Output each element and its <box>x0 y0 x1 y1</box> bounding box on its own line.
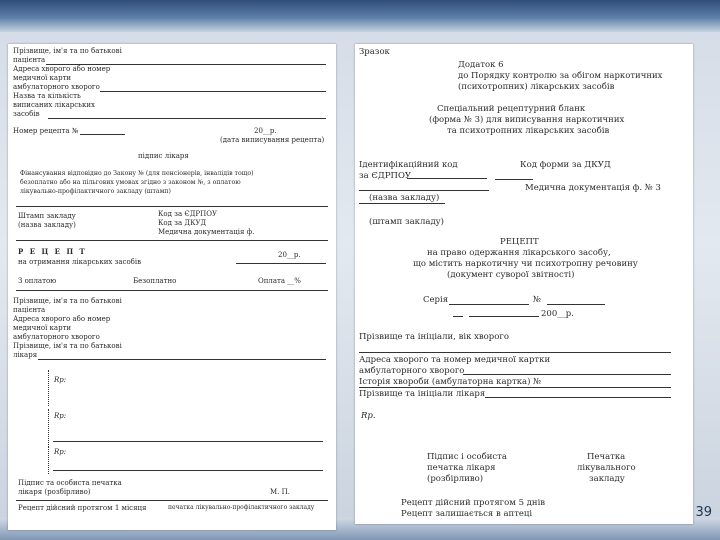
underline <box>53 470 323 471</box>
seal-mark: М. П. <box>270 488 290 496</box>
series-field <box>449 304 529 305</box>
doctor-name-label: Прізвище, ім'я та по батькові <box>13 342 122 350</box>
appendix-line-2: до Порядку контролю за обігом наркотичних <box>458 71 663 81</box>
doctor-label: лікаря <box>13 351 38 359</box>
underline <box>453 316 463 317</box>
prescribed-label: виписаних лікарських <box>13 101 95 109</box>
number-field <box>547 304 605 305</box>
institution-name-label: (назва закладу) <box>18 221 76 229</box>
address-label-2: Адреса хворого або номер <box>13 315 111 323</box>
clinic-stamp-3: закладу <box>589 474 625 484</box>
address-label: Адреса хворого та номер медичної картки <box>359 355 551 365</box>
recipe-line-3: (документ суворої звітності) <box>447 270 575 280</box>
funding-text-1: Фінансування відповідно до Закону № (для пенсіонерів, інвалідів тощо) <box>20 170 254 177</box>
left-form-page <box>8 44 336 530</box>
recipe-title: Р Е Ц Е П Т <box>18 247 87 256</box>
dkud-code-label: Код форми за ДКУД <box>520 160 611 170</box>
percent-option: Оплата __% <box>258 277 301 285</box>
appendix-title: Додаток 6 <box>458 60 504 70</box>
clinic-stamp-2: лікувального <box>577 463 636 473</box>
blank-title-2: (форма № 3) для виписування наркотичних <box>429 115 625 125</box>
address-field <box>463 374 671 375</box>
sample-label: Зразок <box>359 47 390 57</box>
recipe-title: РЕЦЕПТ <box>500 237 539 247</box>
patient-name-label: Прізвище, ім'я та по батькові <box>13 47 122 55</box>
means-label: засобів <box>13 110 40 118</box>
stamp-label: Штамп закладу <box>18 212 76 220</box>
underline <box>469 316 539 317</box>
signature-label: підпис лікаря <box>138 152 189 160</box>
card-label-2: медичної карти <box>13 324 72 332</box>
date-line: 20__р. <box>254 127 277 135</box>
divider <box>16 240 328 241</box>
doctor-signature-3: (розбірливо) <box>427 474 484 484</box>
valid-note-2: Рецепт залишається в аптеці <box>401 509 533 519</box>
rp-label-2: Rp: <box>54 412 67 420</box>
drug-name-label: Назва та кількість <box>13 92 81 100</box>
footer-signature-2: лікаря (розбірливо) <box>18 488 91 496</box>
code-edrpou: Код за ЄДРПОУ <box>158 210 218 218</box>
divider <box>16 206 328 207</box>
recipe-line-1: на право одержання лікарського засобу, <box>427 248 611 258</box>
funding-text-3: лікувально-профілактичного закладу (штамп) <box>20 188 171 195</box>
series-label: Серія <box>423 295 449 305</box>
underline <box>495 179 533 180</box>
stamp-note: печатка лікувально-профілактичного закладу <box>168 504 315 511</box>
rp-label-3: Rp: <box>54 448 67 456</box>
underline <box>359 190 489 191</box>
history-field <box>359 387 671 388</box>
recipe-date: 20__р. <box>278 251 301 259</box>
payment-option: З оплатою <box>18 277 57 285</box>
underline <box>80 134 125 135</box>
doctor-label: Прізвище та ініціали лікаря <box>359 389 486 399</box>
doctor-field <box>485 397 671 398</box>
institution-stamp: (штамп закладу) <box>369 217 445 227</box>
number-sign: № <box>533 295 542 305</box>
institution-name: (назва закладу) <box>369 193 440 203</box>
card-label: медичної карти <box>13 74 72 82</box>
dotted-margin <box>48 409 51 445</box>
dotted-margin <box>48 446 51 474</box>
patient-label: пацієнта <box>13 56 46 64</box>
code-dkud: Код за ДКУД <box>158 219 207 227</box>
outpatient-label: амбулаторного хворого <box>13 83 100 91</box>
footer-signature-1: Підпис та особиста печатка <box>18 479 122 487</box>
underline <box>48 118 326 119</box>
valid-note-1: Рецепт дійсний протягом 5 днів <box>401 498 546 508</box>
history-label: Історія хвороби (амбулаторна картка) № <box>359 377 542 387</box>
doctor-signature-1: Підпис і особиста <box>427 452 507 462</box>
underline <box>100 91 326 92</box>
edrpou-label: за ЄДРПОУ <box>359 171 412 181</box>
recipe-subtitle: на отримання лікарських засобів <box>18 258 142 266</box>
clinic-stamp-1: Печатка <box>587 452 626 462</box>
funding-text-2: безоплатно або на пільгових умовах згідно з законом №, з оплатою <box>20 179 241 186</box>
outpatient-label-2: амбулаторного хворого <box>13 333 100 341</box>
doctor-signature-2: печатка лікаря <box>427 463 496 473</box>
right-form-page <box>355 44 693 524</box>
date-label: 200__р. <box>541 309 574 319</box>
medical-doc-form: Медична документація ф. <box>158 228 255 236</box>
patient-field <box>359 352 671 353</box>
recipe-number-label: Номер рецепта № <box>13 127 79 135</box>
rp-label-1: Rp: <box>54 376 67 384</box>
medical-doc-label: Медична документація ф. № 3 <box>525 183 661 193</box>
dotted-margin <box>48 370 51 406</box>
blank-title-3: та психотропних лікарських засобів <box>447 126 610 136</box>
divider <box>16 500 328 501</box>
underline <box>407 178 487 179</box>
free-option: Безоплатно <box>133 277 177 285</box>
outpatient-label: амбулаторного хворого <box>359 366 465 376</box>
patient-label-2: пацієнта <box>13 306 46 314</box>
slide-number: 39 <box>695 505 712 520</box>
blank-title-1: Спеціальний рецептурний бланк <box>437 104 586 114</box>
underline <box>38 359 326 360</box>
underline <box>359 203 445 204</box>
header-band <box>0 0 720 32</box>
divider <box>16 290 328 291</box>
date-caption: (дата виписування рецепта) <box>220 136 325 144</box>
underline <box>236 263 326 264</box>
patient-name-label-2: Прізвище, ім'я та по батькові <box>13 297 122 305</box>
recipe-line-2: що містить наркотичну чи психотропну речовину <box>413 259 638 269</box>
rp-label: Rp. <box>361 411 376 421</box>
valid-note: Рецепт дійсний протягом 1 місяця <box>18 504 147 512</box>
address-label: Адреса хворого або номер <box>13 65 111 73</box>
appendix-line-3: (психотропних) лікарських засобів <box>458 82 615 92</box>
ident-code-label: Ідентифікаційний код <box>359 160 458 170</box>
patient-label: Прізвище та ініціали, вік хворого <box>359 332 509 342</box>
underline <box>53 441 323 442</box>
